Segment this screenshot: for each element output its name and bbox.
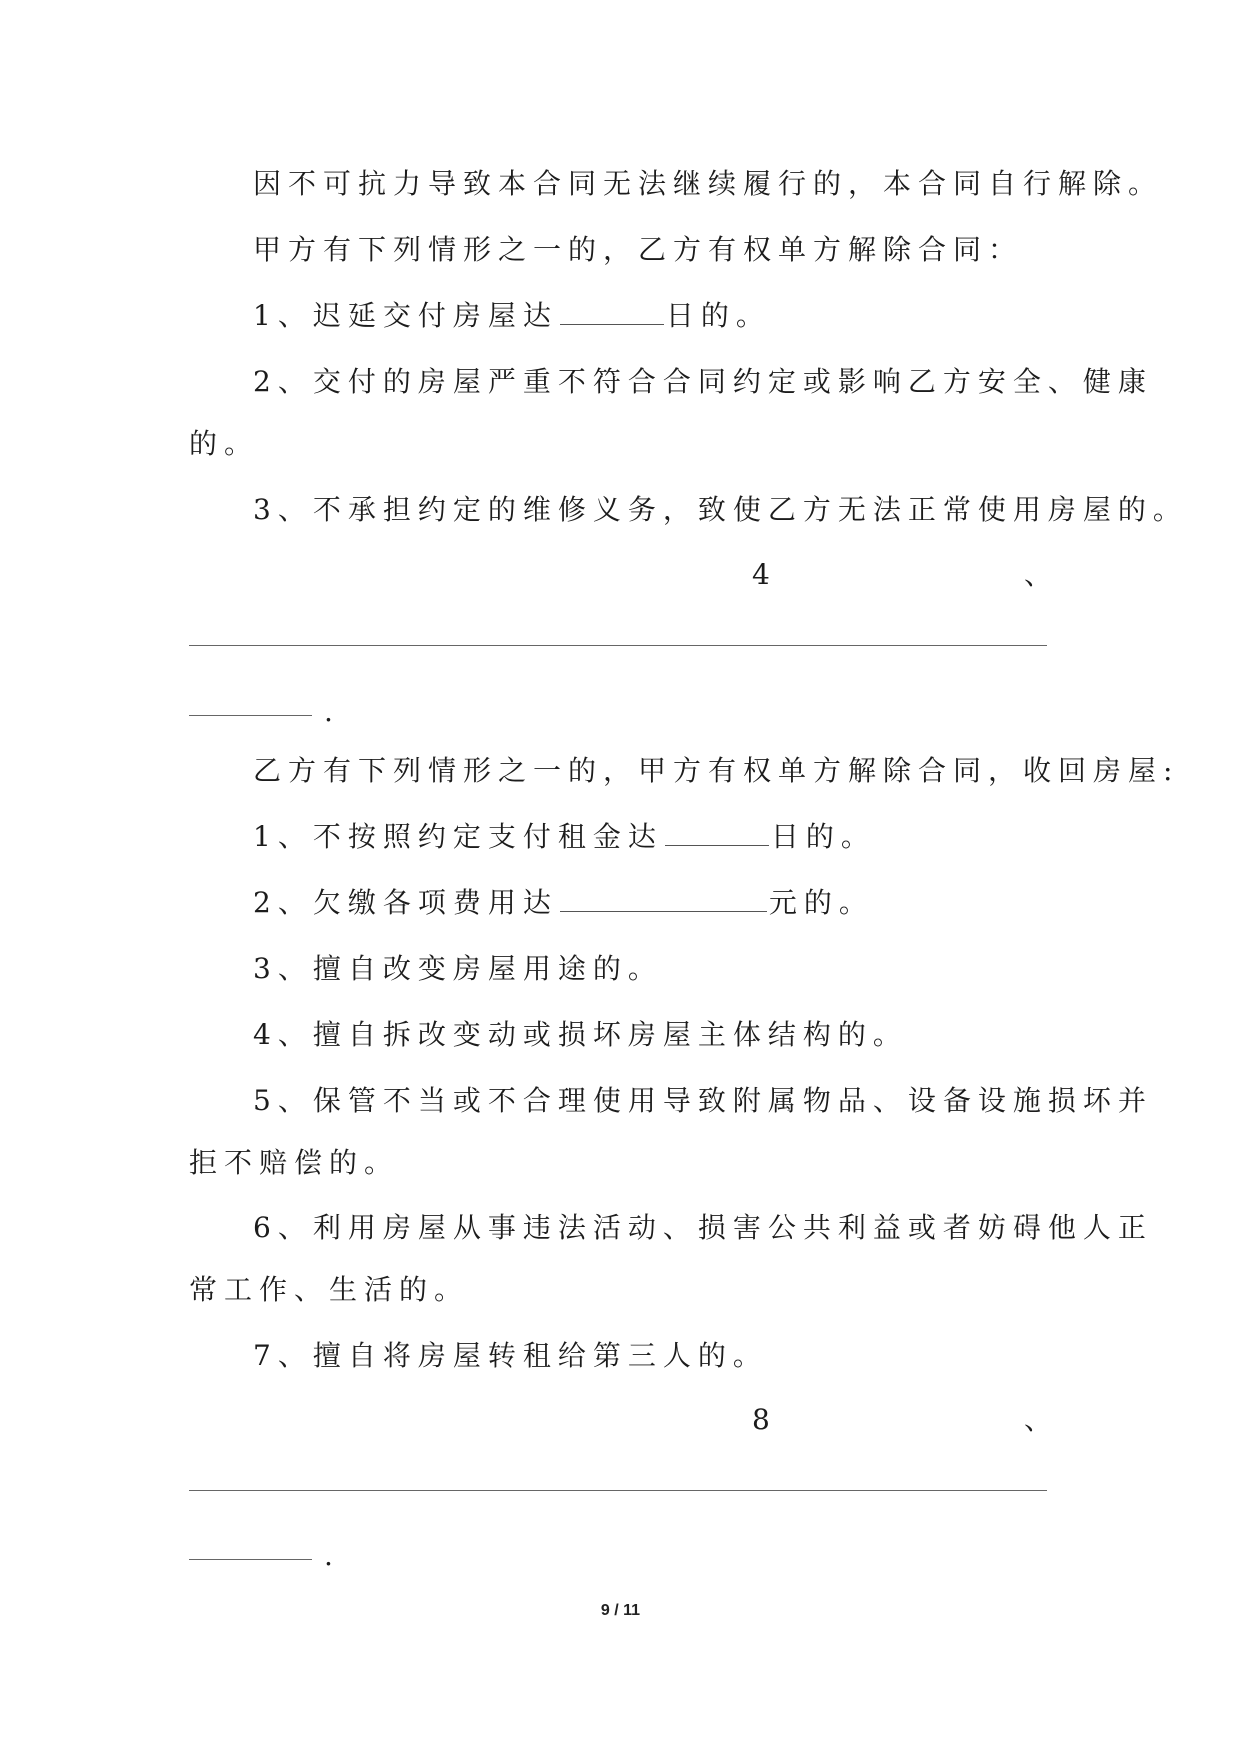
item-text: 2、欠缴各项费用达 [253,886,558,919]
paragraph-item-3-repair: 3、不承担约定的维修义务，致使乙方无法正常使用房屋的。 [253,493,1188,526]
paragraph-b-item-2-fees [253,883,874,923]
paragraph-item-1-delay [253,296,771,336]
item-8-end-mark: . [324,1539,333,1572]
item-text: 日的。 [665,299,771,332]
fill-in-blank [560,296,664,325]
item-4-blank-line-short [189,715,312,716]
item-4-number: 4 [752,558,770,591]
paragraph-item-2-nonconforming: 2、交付的房屋严重不符合合同约定或影响乙方安全、健康 [253,365,1153,398]
paragraph-b-item-4-structure: 4、擅自拆改变动或损坏房屋主体结构的。 [253,1018,908,1051]
item-8-blank-line-short [189,1559,312,1560]
paragraph-b-item-6-illegal: 6、利用房屋从事违法活动、损害公共利益或者妨碍他人正 [253,1211,1153,1244]
item-text: 1、迟延交付房屋达 [253,299,558,332]
paragraph-party-b-conditions: 乙方有下列情形之一的，甲方有权单方解除合同，收回房屋: [253,754,1180,787]
item-8-separator: 、 [1024,1403,1053,1436]
paragraph-b-item-6-continuation: 常工作、生活的。 [189,1273,470,1306]
paragraph-party-a-conditions: 甲方有下列情形之一的，乙方有权单方解除合同： [253,233,1024,266]
item-4-blank-line [189,645,1047,646]
paragraph-force-majeure: 因不可抗力导致本合同无法继续履行的，本合同自行解除。 [253,167,1164,200]
paragraph-item-2-continuation: 的。 [189,427,260,460]
item-8-number: 8 [752,1403,770,1436]
fill-in-blank [665,817,769,846]
paragraph-b-item-5-continuation: 拒不赔偿的。 [189,1146,400,1179]
paragraph-b-item-3-usage: 3、擅自改变房屋用途的。 [253,952,663,985]
paragraph-b-item-5-damage: 5、保管不当或不合理使用导致附属物品、设备设施损坏并 [253,1084,1153,1117]
item-4-end-mark: . [324,695,333,728]
fill-in-blank [560,883,767,912]
paragraph-b-item-7-sublet: 7、擅自将房屋转租给第三人的。 [253,1339,768,1372]
page-number: 9 / 11 [600,1602,641,1619]
item-text: 元的。 [768,886,874,919]
item-text: 日的。 [770,820,876,853]
item-8-blank-line [189,1490,1047,1491]
item-text: 1、不按照约定支付租金达 [253,820,663,853]
paragraph-b-item-1-rent [253,817,876,857]
item-4-separator: 、 [1024,558,1053,591]
